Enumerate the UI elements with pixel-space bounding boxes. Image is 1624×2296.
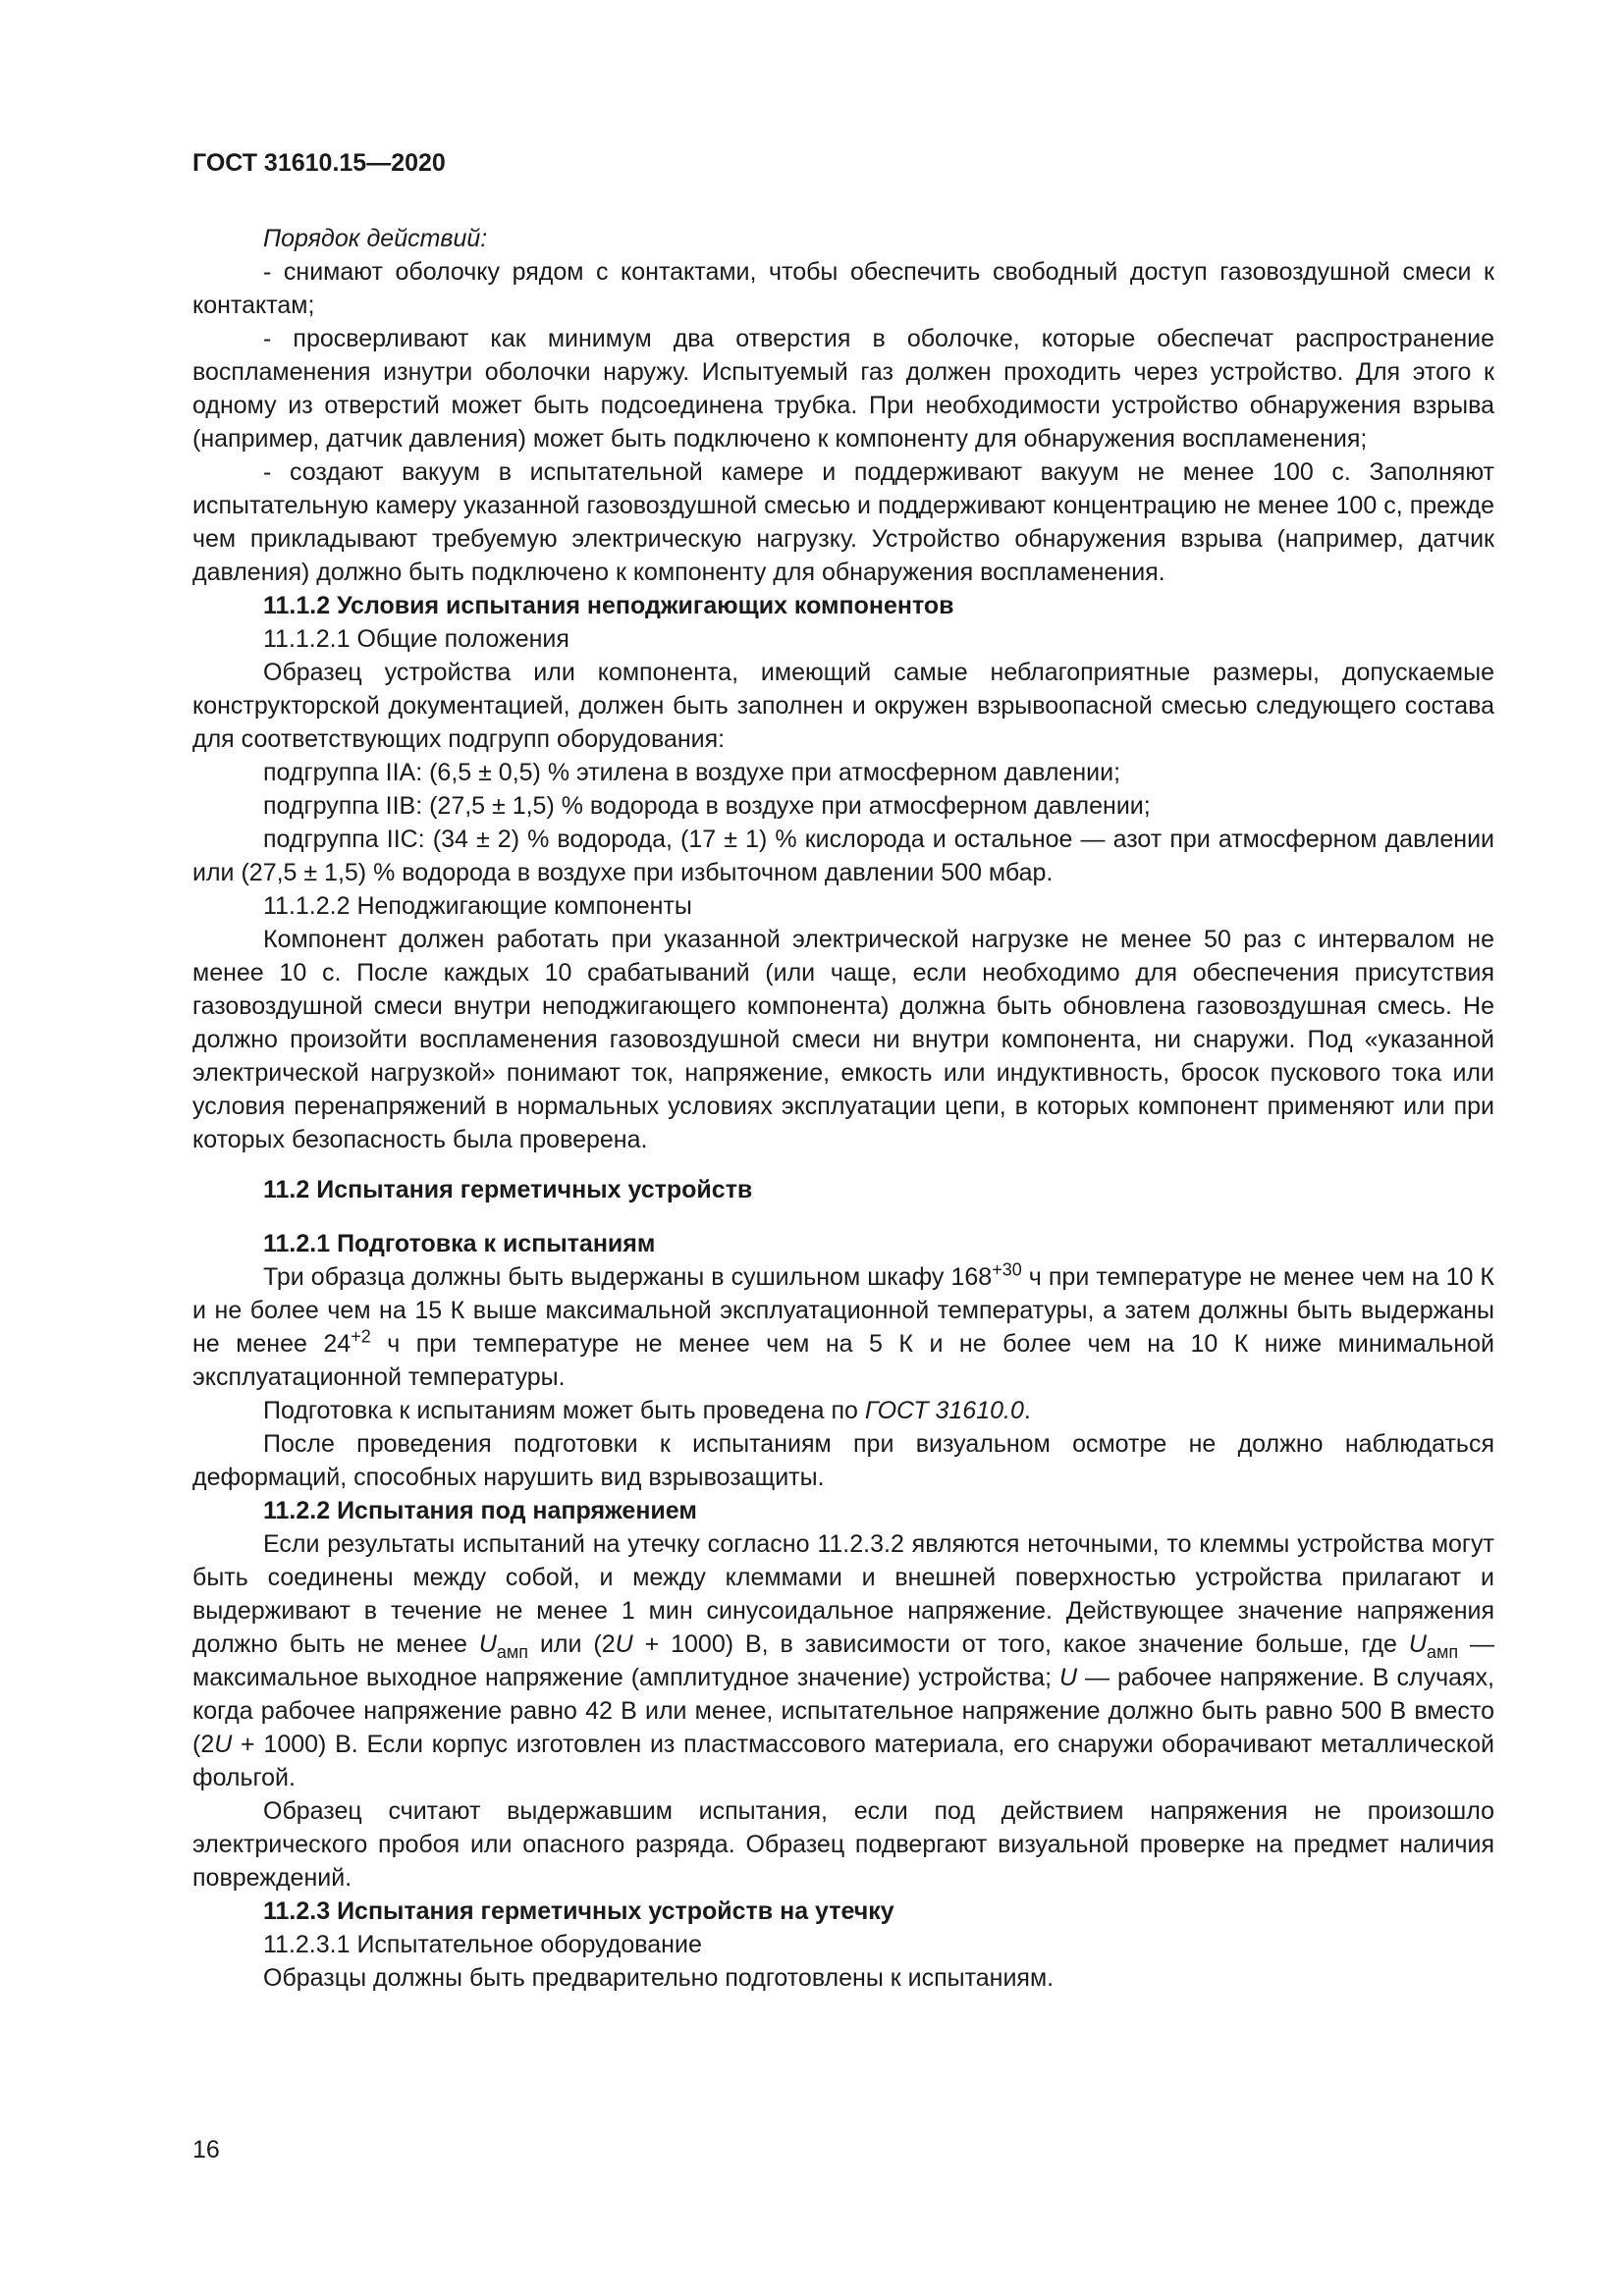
document-body (192, 222, 1494, 1995)
list-item-iic: подгруппа IIC: (34 ± 2) % водорода, (17 ± 1) % кислорода и остальное — азот при атмосферном давлении или (27,5 ± 1,5) % водорода в воздухе при избыточном давлении 500 мбар. (192, 826, 1494, 886)
paragraph: Если результаты испытаний на утечку согласно 11.2.3.2 являются неточными, то клеммы устройства могут быть соединены между собой, и между клеммами и внешней поверхностью устройства прилагают и выдерживают в течение не менее 1 мин синусоидальное напряжение. Действующее значение напряжения должно быть не менее $U_{амп}$ или (2U + 1000) В, в зависимости от того, какое значение больше, где $U_{амп}$ — максимальное выходное напряжение (амплитудное значение) устройства; U — рабочее напряжение. В случаях, когда рабочее напряжение равно 42 В или менее, испытательное напряжение должно быть равно 500 В вместо (2U + 1000) В. Если корпус изготовлен из пластмассового материала, его снаружи оборачивают металлической фольгой. (192, 1530, 1495, 1791)
document-header: ГОСТ 31610.15—2020 (192, 149, 446, 177)
list-item-iia: подгруппа IIA: (6,5 ± 0,5) % этилена в воздухе при атмосферном давлении; (263, 759, 1121, 786)
subsection-heading-11-1-2-2: 11.1.2.2 Неподжигающие компоненты (263, 892, 692, 920)
list-item-iib: подгруппа IIB: (27,5 ± 1,5) % водорода в воздухе при атмосферном давлении; (263, 792, 1151, 820)
paragraph: Подготовка к испытаниям может быть проведена по ГОСТ 31610.0. (263, 1397, 1031, 1424)
paragraph: Три образца должны быть выдержаны в сушильном шкафу $168^{+30}$ ч при температуре не менее чем на 10 К и не более чем на 15 К выше максимальной эксплуатационной температуры, а затем должны быть выдержаны не менее $24^{+2}$ ч при температуре не менее чем на 5 К и не более чем на 10 К ниже минимальной эксплуатационной температуры. (192, 1259, 1494, 1391)
section-heading-11-2-1: 11.2.1 Подготовка к испытаниям (263, 1230, 656, 1257)
paragraph: Образец считают выдержавшим испытания, если под действием напряжения не произошло электрического пробоя или опасного разряда. Образец подвергают визуальной проверке на предмет наличия повреждений. (192, 1797, 1494, 1892)
paragraph: После проведения подготовки к испытаниям при визуальном осмотре не должно наблюдаться деформаций, способных нарушить вид взрывозащиты. (192, 1430, 1494, 1491)
paragraph: - снимают оболочку рядом с контактами, чтобы обеспечить свободный доступ газовоздушной смеси к контактам; (192, 258, 1494, 319)
section-heading-11-1-2: 11.1.2 Условия испытания неподжигающих компонентов (263, 592, 954, 619)
subsection-heading-11-2-3-1: 11.2.3.1 Испытательное оборудование (263, 1931, 702, 1958)
paragraph: Образцы должны быть предварительно подготовлены к испытаниям. (263, 1964, 1055, 1992)
procedure-heading: Порядок действий: (263, 225, 488, 252)
section-heading-11-2-2: 11.2.2 Испытания под напряжением (263, 1497, 697, 1524)
subsection-heading-11-1-2-1: 11.1.2.1 Общие положения (263, 625, 569, 653)
paragraph: - создают вакуум в испытательной камере и поддерживают вакуум не менее 100 с. Заполняют испытательную камеру указанной газовоздушной смесью и поддерживают концентрацию не менее 100 с, прежде чем прикладывают требуемую электрическую нагрузку. Устройство обнаружения взрыва (например, датчик давления) должно быть подключено к компоненту для обнаружения воспламенения. (192, 458, 1494, 586)
tolerance-superscript: +2 (351, 1326, 371, 1347)
paragraph: Образец устройства или компонента, имеющий самые неблагоприятные размеры, допускаемые конструкторской документацией, должен быть заполнен и окружен взрывоопасной смесью следующего состава для соответствующих подгрупп оборудования: (192, 659, 1494, 753)
paragraph: Компонент должен работать при указанной электрической нагрузке не менее 50 раз с интервалом не менее 10 с. После каждых 10 срабатываний (или чаще, если необходимо для обеспечения присутствия газовоздушной смеси внутри неподжигающего компонента) должна быть обновлена газовоздушная смесь. Не должно произойти воспламенения газовоздушной смеси ни внутри компонента, ни снаружи. Под «указанной электрической нагрузкой» понимают ток, напряжение, емкость или индуктивность, бросок пускового тока или условия перенапряжений в нормальных условиях эксплуатации цепи, в которых компонент применяют или при которых безопасность была проверена. (192, 926, 1494, 1153)
section-heading-11-2: 11.2 Испытания герметичных устройств (263, 1176, 753, 1203)
paragraph (192, 222, 1494, 255)
standard-reference: ГОСТ 31610.0 (864, 1397, 1024, 1424)
tolerance-superscript: +30 (992, 1259, 1022, 1280)
paragraph: - просверливают как минимум два отверстия в оболочке, которые обеспечат распространение воспламенения изнутри оболочки наружу. Испытуемый газ должен проходить через устройство. Для этого к одному из отверстий может быть подсоединена трубка. При необходимости устройство обнаружения взрыва (например, датчик давления) может быть подключено к компоненту для обнаружения воспламенения; (192, 325, 1494, 453)
section-heading-11-2-3: 11.2.3 Испытания герметичных устройств на утечку (263, 1897, 894, 1925)
page-number: 16 (192, 2136, 220, 2163)
